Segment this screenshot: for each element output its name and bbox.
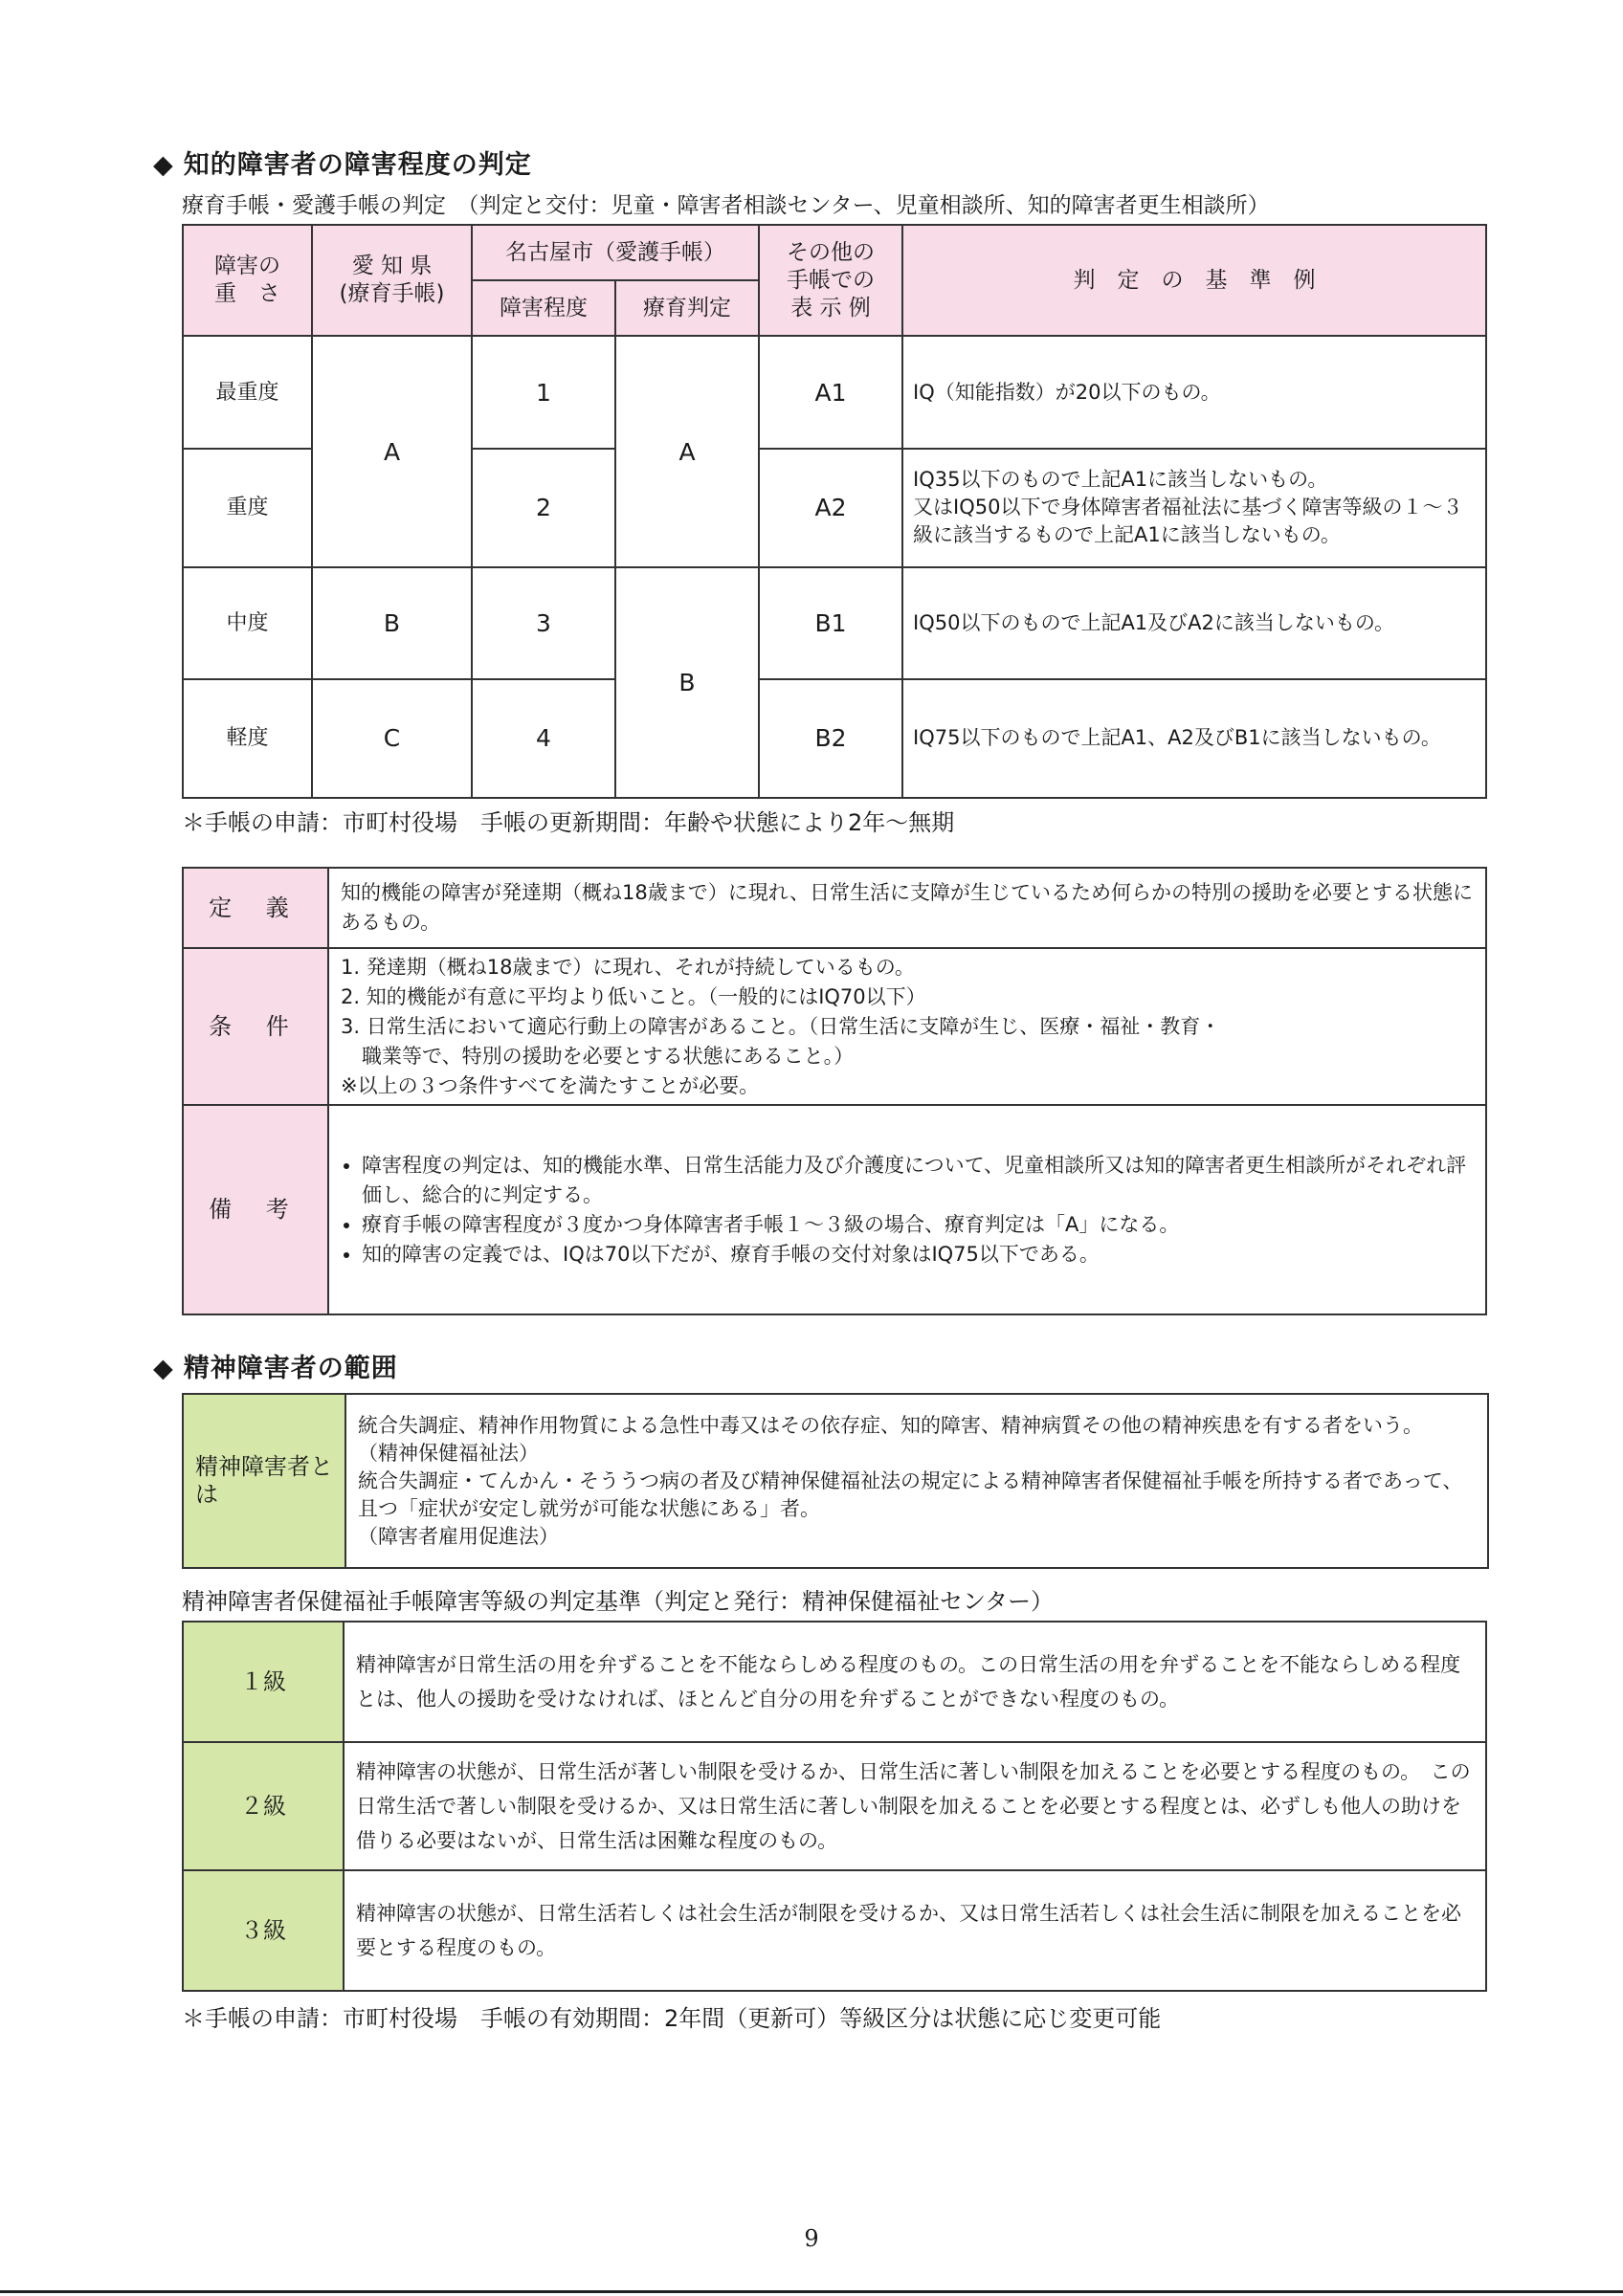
header-other: その他の 手帳での 表 示 例 [759, 225, 902, 336]
other-cell: B1 [759, 567, 902, 678]
aichi-cell: B [312, 567, 472, 678]
remarks-label: 備 考 [183, 1105, 328, 1314]
grade-caption: 精神障害者保健福祉手帳障害等級の判定基準（判定と発行：精神保健福祉センター） [182, 1588, 1055, 1615]
bottom-rule [0, 2290, 1623, 2293]
diamond-bullet-icon: ◆ [153, 150, 174, 180]
intellectual-judgment-table [182, 224, 1487, 799]
table-row [183, 1742, 1486, 1870]
aichi-cell: A [312, 336, 472, 567]
grade-text: 精神障害が日常生活の用を弁ずることを不能ならしめる程度のもの。この日常生活の用を弁ずることを不能ならしめる程度とは、他人の援助を受けなければ、ほとんど自分の用を弁ずることができない程度のもの。 [344, 1622, 1486, 1742]
other-cell: A1 [759, 336, 902, 448]
definition-text: 知的機能の障害が発達期（概ね18歳まで）に現れ、日常生活に支障が生じているため何らかの特別の援助を必要とする状態にあるもの。 [328, 868, 1486, 948]
judgment-cell: A [615, 336, 759, 567]
condition-item: 2. 知的機能が有意に平均より低いこと。（一般的にはIQ70以下） [341, 984, 926, 1008]
definition-source: （精神保健福祉法） [358, 1441, 539, 1465]
header-criteria: 判 定 の 基 準 例 [902, 225, 1486, 336]
section-heading-mental: ◆ 精神障害者の範囲 [153, 1354, 398, 1383]
criteria-cell: IQ50以下のもので上記A1及びA2に該当しないもの。 [902, 567, 1486, 678]
severity-cell: 重度 [183, 449, 312, 567]
grade-label: １級 [183, 1622, 344, 1742]
condition-item: ※以上の３つ条件すべてを満たすことが必要。 [341, 1073, 760, 1097]
judgment-cell: B [615, 567, 759, 798]
remarks-cell [328, 1105, 1486, 1314]
severity-cell: 軽度 [183, 679, 312, 798]
grade-label: ３級 [183, 1870, 344, 1991]
definition-line: 統合失調症、精神作用物質による急性中毒又はその依存症、知的障害、精神病質その他の精神疾患を有する者をいう。 [358, 1413, 1423, 1437]
conditions-label: 条 件 [183, 948, 328, 1105]
criteria-cell: IQ75以下のもので上記A1、A2及びB1に該当しないもの。 [902, 679, 1486, 798]
criteria-cell: IQ（知能指数）が20以下のもの。 [902, 336, 1486, 448]
mental-note: ＊手帳の申請：市町村役場 手帳の有効期間：2年間（更新可）等級区分は状態に応じ変更可能 [182, 2005, 1162, 2032]
remark-item: • 知的障害の定義では、IQは70以下だが、療育手帳の交付対象はIQ75以下である。 [362, 1240, 1474, 1269]
remark-item: • 障害程度の判定は、知的機能水準、日常生活能力及び介護度について、児童相談所又は知的障害者更生相談所がそれぞれ評価し、総合的に判定する。 [362, 1151, 1474, 1210]
remark-item: • 療育手帳の障害程度が３度かつ身体障害者手帳１～３級の場合、療育判定は「A」になる。 [362, 1210, 1474, 1240]
severity-cell: 中度 [183, 567, 312, 678]
table-row [183, 679, 1486, 798]
header-nagoya-judgment: 療育判定 [615, 280, 759, 336]
condition-item: 1. 発達期（概ね18歳まで）に現れ、それが持続しているもの。 [341, 955, 915, 979]
grade-text: 精神障害の状態が、日常生活が著しい制限を受けるか、日常生活に著しい制限を加えることを必要とする程度のもの。 この日常生活で著しい制限を受けるか、又は日常生活に著しい制限を加えることを必要とする程度とは、必ずしも他人の助けを借りる必要はないが、日常生活は困難な程度のもの。 [344, 1742, 1486, 1870]
grade-label: ２級 [183, 1742, 344, 1870]
header-severity: 障害の 重 さ [183, 225, 312, 336]
header-nagoya-degree: 障害程度 [472, 280, 615, 336]
section-heading-intellectual: ◆ 知的障害者の障害程度の判定 [153, 150, 532, 180]
other-cell: A2 [759, 449, 902, 567]
degree-cell: 3 [472, 567, 615, 678]
table-row [183, 567, 1486, 678]
table-row [183, 1870, 1486, 1991]
conditions-cell [328, 948, 1486, 1105]
condition-item: 職業等で、特別の援助を必要とする状態にあること。） [362, 1044, 855, 1068]
mental-definition-label: 精神障害者とは [183, 1394, 345, 1568]
page-number: 9 [804, 2225, 819, 2252]
mental-definition-text [345, 1394, 1488, 1568]
degree-cell: 1 [472, 336, 615, 448]
table-row [183, 1622, 1486, 1742]
definition-source: （障害者雇用促進法） [358, 1524, 559, 1548]
table-row [183, 336, 1486, 448]
diamond-bullet-icon: ◆ [153, 1354, 174, 1383]
definition-label: 定 義 [183, 868, 328, 948]
mental-grade-table [182, 1621, 1487, 1992]
severity-cell: 最重度 [183, 336, 312, 448]
mental-definition-table [182, 1393, 1489, 1569]
header-nagoya: 名古屋市（愛護手帳） [472, 225, 759, 280]
definition-line: 統合失調症・てんかん・そううつ病の者及び精神保健福祉法の規定による精神障害者保健福祉手帳を所持する者であって、且つ「症状が安定し就労が可能な状態にある」者。 [358, 1468, 1463, 1520]
other-cell: B2 [759, 679, 902, 798]
intellectual-note: ＊手帳の申請：市町村役場 手帳の更新期間：年齢や状態により2年～無期 [182, 809, 955, 836]
aichi-cell: C [312, 679, 472, 798]
definition-table [182, 867, 1487, 1315]
grade-text: 精神障害の状態が、日常生活若しくは社会生活が制限を受けるか、又は日常生活若しくは社会生活に制限を加えることを必要とする程度のもの。 [344, 1870, 1486, 1991]
judgment-subtitle: 療育手帳・愛護手帳の判定 （判定と交付：児童・障害者相談センター、児童相談所、知的障害者更生相談所） [182, 193, 1270, 218]
condition-item: 3. 日常生活において適応行動上の障害があること。（日常生活に支障が生じ、医療・福祉・教育・ [341, 1014, 1221, 1038]
degree-cell: 4 [472, 679, 615, 798]
header-aichi: 愛 知 県 (療育手帳) [312, 225, 472, 336]
degree-cell: 2 [472, 449, 615, 567]
criteria-cell: IQ35以下のもので上記A1に該当しないもの。 又はIQ50以下で身体障害者福祉法に基づく障害等級の１～３級に該当するもので上記A1に該当しないもの。 [902, 449, 1486, 567]
